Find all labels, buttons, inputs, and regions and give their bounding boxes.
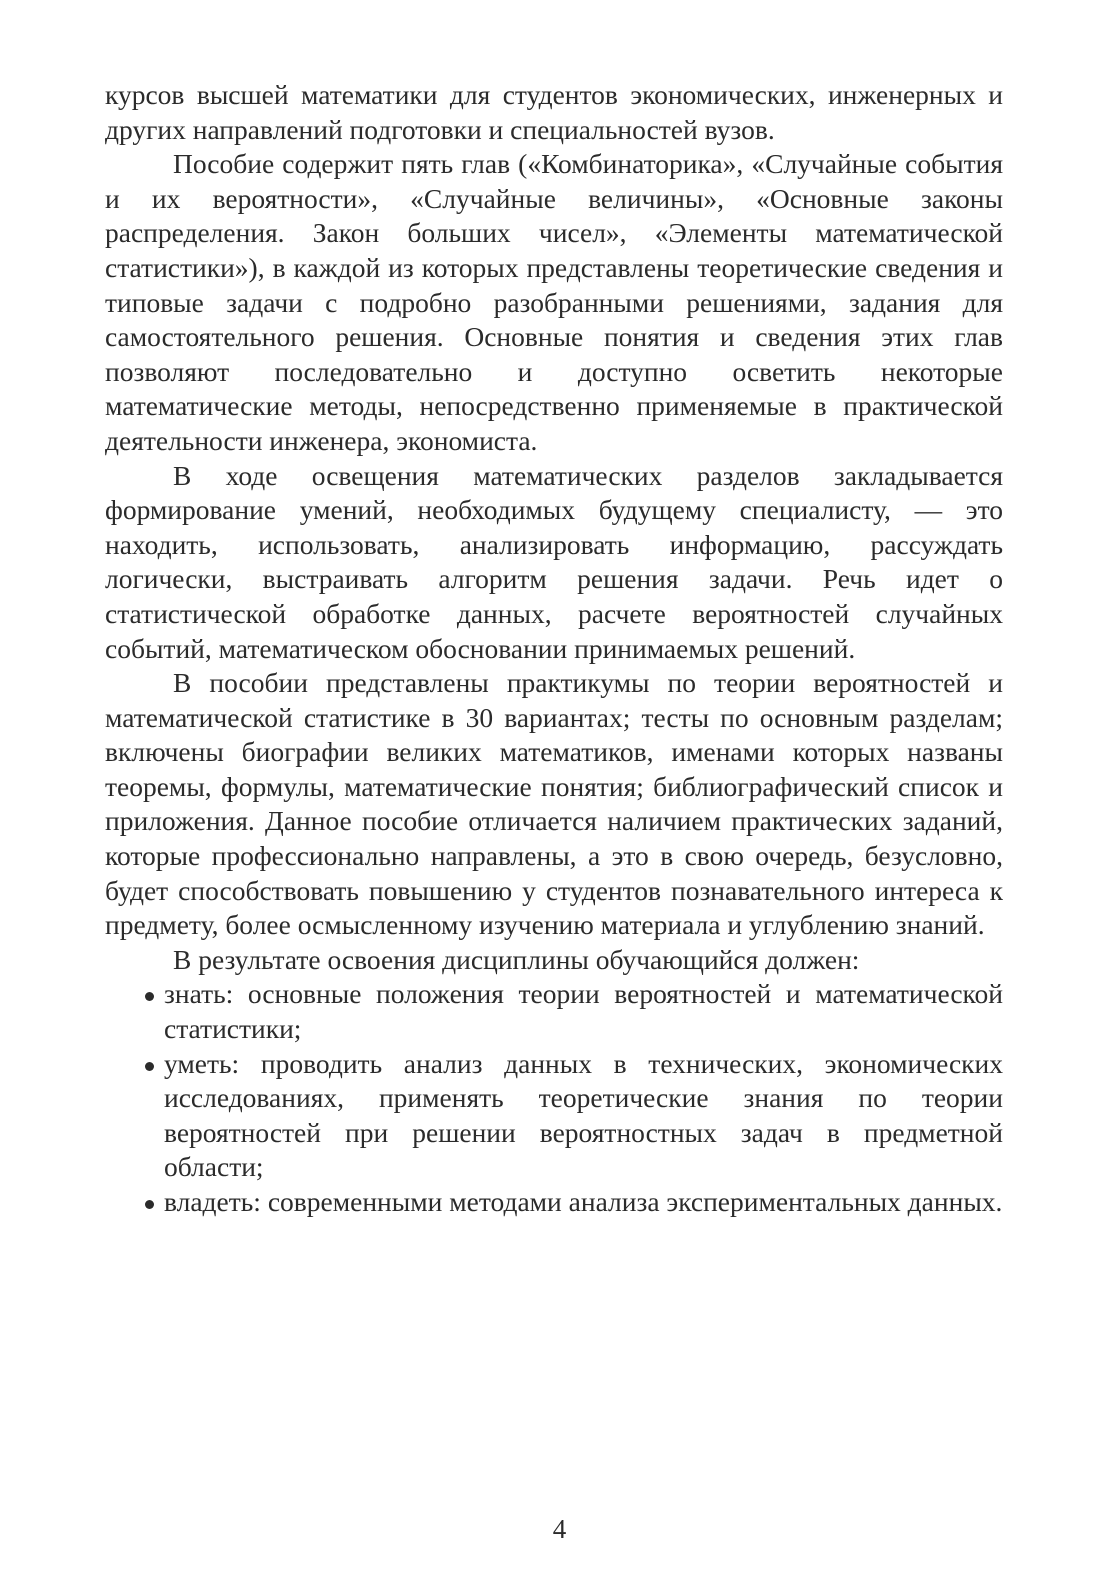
paragraph-contents: В пособии представлены практикумы по теории вероятностей и математической статистике в 30 вариантах; тесты по основным разделам; включены биографии великих математиков, именами которых названы теоремы, формулы, математические понятия; библиографический список и приложения. Данное пособие отличается наличием практических заданий, которые профессионально направлены, а это в свою очередь, безусловно, будет способствовать повышению у студентов познавательного интереса к предмету, более осмысленному изучению материала и углублению знаний. (105, 667, 1003, 941)
list-item-master (105, 1185, 1003, 1220)
paragraph-chapters: Пособие содержит пять глав («Комбинаторика», «Случайные события и их вероятности», «Случайные величины», «Основные законы распределения. Закон больших чисел», «Элементы математической статистики»), в каждой из которых представлены теоретические сведения и типовые задачи с подробно разобранными решениями, задания для самостоятельного решения. Основные понятия и сведения этих глав позволяют последовательно и доступно осветить некоторые математические методы, непосредственно применяемые в практической деятельности инженера, экономиста. (105, 148, 1003, 456)
bullet-icon (145, 1200, 154, 1209)
list-item-text: уметь: проводить анализ данных в технических, экономических исследованиях, применять теоретические знания по теории вероятностей при решении вероятностных задач в предметной области; (164, 1047, 1003, 1183)
paragraph-outcomes-intro: В результате освоения дисциплины обучающийся должен: (173, 943, 860, 975)
outcomes-list (105, 977, 1003, 1219)
page-number: 4 (552, 1514, 567, 1544)
list-item-know (105, 977, 1003, 1046)
list-item-text: знать: основные положения теории вероятностей и математической статистики; (164, 978, 1003, 1045)
bullet-icon (145, 992, 154, 1001)
paragraph-continuation: курсов высшей математики для студентов экономических, инженерных и других направлений подготовки и специальностей вузов. (105, 79, 1003, 145)
bullet-icon (145, 1062, 154, 1071)
list-item-text: владеть: современными методами анализа экспериментальных данных. (164, 1186, 1003, 1217)
paragraph-skills: В ходе освещения математических разделов закладывается формирование умений, необходимых будущему специалисту, — это находить, использовать, анализировать информацию, рассуждать логически, выстраивать алгоритм решения задачи. Речь идет о статистической обработке данных, расчете вероятностей случайных событий, математическом обосновании принимаемых решений. (105, 459, 1003, 664)
page-body (105, 78, 1003, 1220)
list-item-can (105, 1047, 1003, 1185)
